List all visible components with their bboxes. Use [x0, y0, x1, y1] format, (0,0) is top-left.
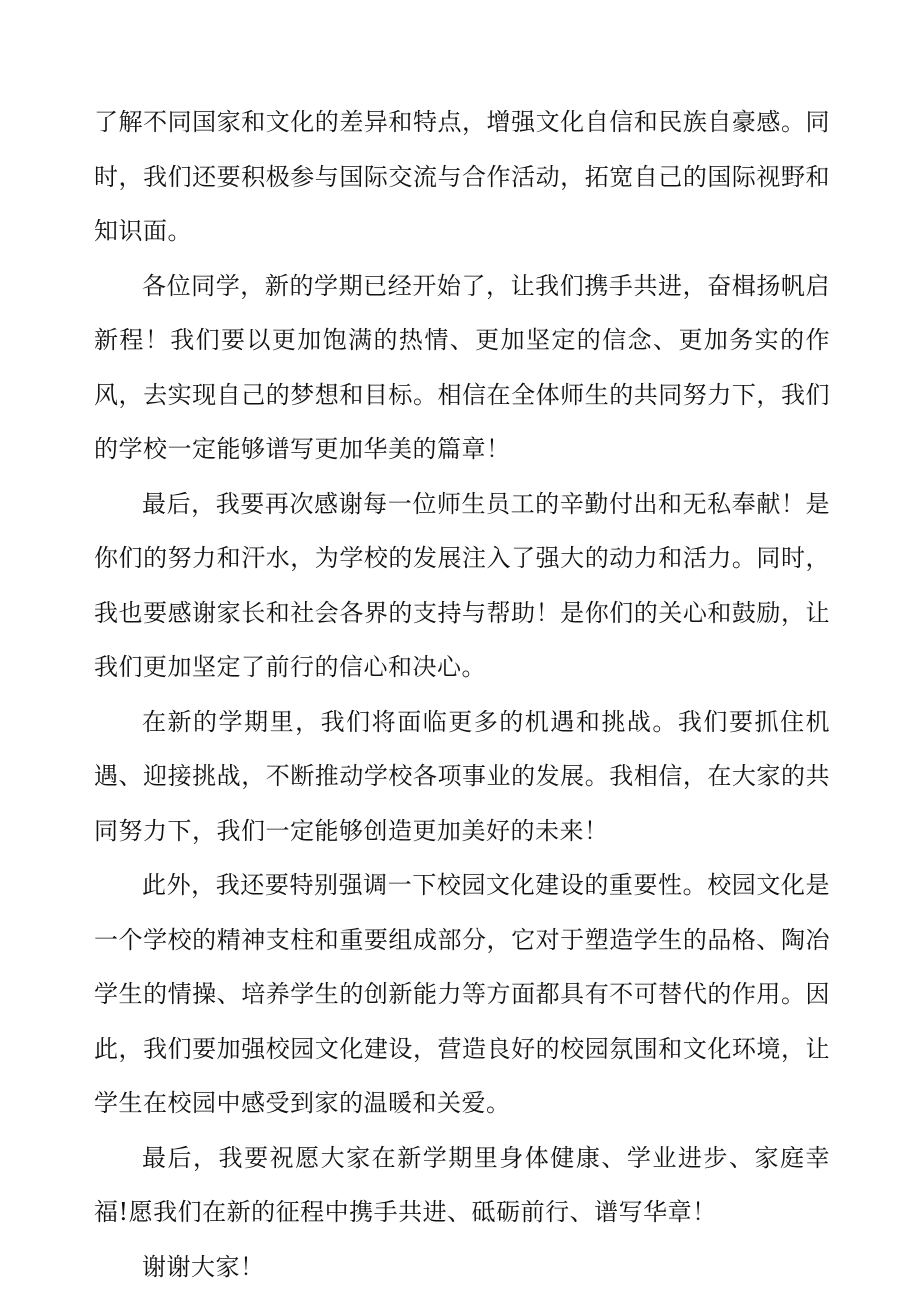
- paragraph: 各位同学，新的学期已经开始了，让我们携手共进，奋楫扬帆启新程！我们要以更加饱满的热情、更加坚定的信念、更加务实的作风，去实现自己的梦想和目标。相信在全体师生的共同努力下，我们的学校一定能够谱写更加华美的篇章！: [94, 271, 830, 463]
- paragraph: 最后，我要再次感谢每一位师生员工的辛勤付出和无私奉献！是你们的努力和汗水，为学校的发展注入了强大的动力和活力。同时，我也要感谢家长和社会各界的支持与帮助！是你们的关心和鼓励，让我们更加坚定了前行的信心和决心。: [94, 489, 830, 681]
- paragraph: 在新的学期里，我们将面临更多的机遇和挑战。我们要抓住机遇、迎接挑战，不断推动学校各项事业的发展。我相信，在大家的共同努力下，我们一定能够创造更加美好的未来！: [94, 707, 830, 845]
- paragraph: 此外，我还要特别强调一下校园文化建设的重要性。校园文化是一个学校的精神支柱和重要组成部分，它对于塑造学生的品格、陶冶学生的情操、培养学生的创新能力等方面都具有不可替代的作用。因此，我们要加强校园文化建设，营造良好的校园氛围和文化环境，让学生在校园中感受到家的温暖和关爱。: [94, 871, 830, 1117]
- closing-line: 谢谢大家！: [142, 1252, 265, 1281]
- document-body: [94, 95, 830, 1294]
- paragraph-continued: 了解不同国家和文化的差异和特点，增强文化自信和民族自豪感。同时，我们还要积极参与国际交流与合作活动，拓宽自己的国际视野和知识面。: [94, 108, 830, 245]
- paragraph: 最后，我要祝愿大家在新学期里身体健康、学业进步、家庭幸福!愿我们在新的征程中携手共进、砥砺前行、谱写华章！: [94, 1143, 830, 1226]
